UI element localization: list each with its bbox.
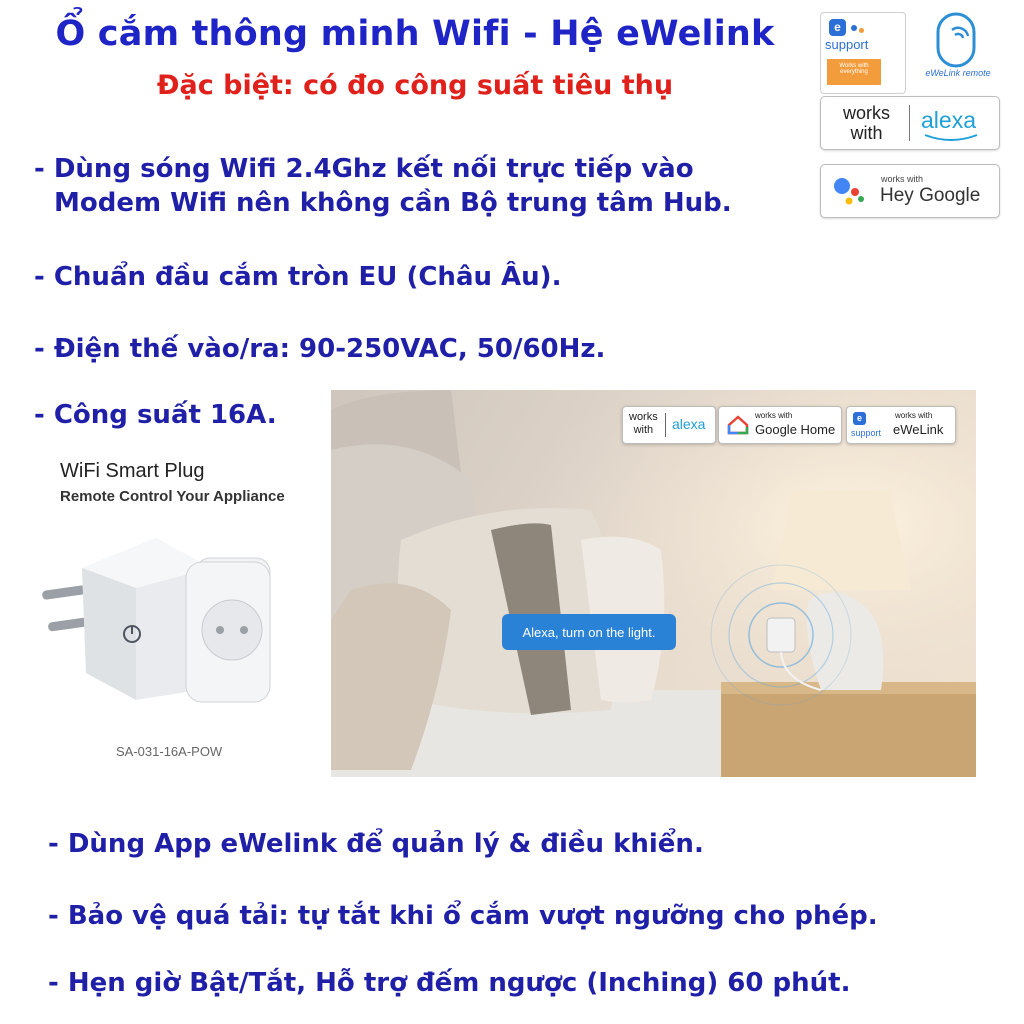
feature-power: - Công suất 16A. [34, 400, 277, 430]
alexa-brand-text: alexa [921, 107, 976, 133]
ewelink-remote-icon [908, 10, 1008, 72]
hey-google-badge [820, 164, 1000, 218]
room-alexa-badge [622, 406, 716, 444]
room-ewelink-text: eWeLink [893, 422, 944, 437]
works-with-alexa-badge [820, 96, 1000, 150]
feature-overload: - Bảo vệ quá tải: tự tắt khi ổ cắm vượt ngưỡng cho phép. [48, 901, 878, 931]
feature-timer: - Hẹn giờ Bật/Tắt, Hỗ trợ đếm ngược (Inching) 60 phút. [48, 968, 851, 998]
feature-app: - Dùng App eWelink để quản lý & điều khiển. [48, 829, 704, 859]
room-alexa-brand: alexa [672, 416, 706, 432]
room-ewelink-e-icon: e [853, 412, 866, 425]
voice-command-bubble: Alexa, turn on the light. [502, 614, 676, 650]
dot-icon [851, 25, 857, 31]
room-ewelink-badge [846, 406, 956, 444]
smart-plug-image [36, 528, 280, 708]
feature-wifi-line2: Modem Wifi nên không cần Bộ trung tâm Hub. [54, 188, 732, 218]
product-model: SA-031-16A-POW [116, 744, 223, 759]
room-alexa-with: with [633, 424, 654, 436]
feature-plug-standard: - Chuẩn đầu cắm tròn EU (Châu Âu). [34, 262, 562, 292]
hey-google-text: Hey Google [880, 185, 981, 206]
ewelink-support-text: support [825, 37, 869, 52]
product-title: WiFi Smart Plug [60, 460, 205, 482]
ewelink-remote-logo [908, 10, 1008, 94]
product-subtitle: Remote Control Your Appliance [60, 488, 285, 505]
feature-voltage: - Điện thế vào/ra: 90-250VAC, 50/60Hz. [34, 334, 606, 364]
feature-wifi [34, 152, 732, 220]
ewelink-support-tag: Works with everything [827, 59, 881, 85]
room-google-home-text: Google Home [755, 422, 836, 437]
alexa-with-text: with [850, 123, 883, 143]
bedroom-photo [331, 390, 976, 777]
dot-icon [859, 28, 864, 33]
alexa-works-text: works [843, 103, 891, 123]
alexa-smile-icon [921, 133, 981, 143]
bedroom-scene-illustration [331, 390, 976, 777]
room-ewelink-support: support [851, 428, 882, 438]
ewelink-support-logo [820, 12, 906, 94]
room-google-works-with: works with [755, 411, 793, 420]
page-subtitle: Đặc biệt: có đo công suất tiêu thụ [156, 70, 674, 101]
ewelink-e-icon: e [829, 19, 846, 36]
page-title: Ổ cắm thông minh Wifi - Hệ eWelink [55, 14, 775, 54]
feature-wifi-line1: - Dùng sóng Wifi 2.4Ghz kết nối trực tiếp vào [34, 154, 694, 184]
google-home-icon [727, 415, 749, 435]
room-alexa-works: works [629, 411, 658, 423]
google-assistant-icon [833, 177, 867, 205]
google-works-with-text: works with [881, 174, 924, 184]
ewelink-remote-text: eWeLink remote [925, 68, 991, 78]
room-ewelink-works-with: works with [895, 411, 933, 420]
room-google-home-badge [718, 406, 842, 444]
